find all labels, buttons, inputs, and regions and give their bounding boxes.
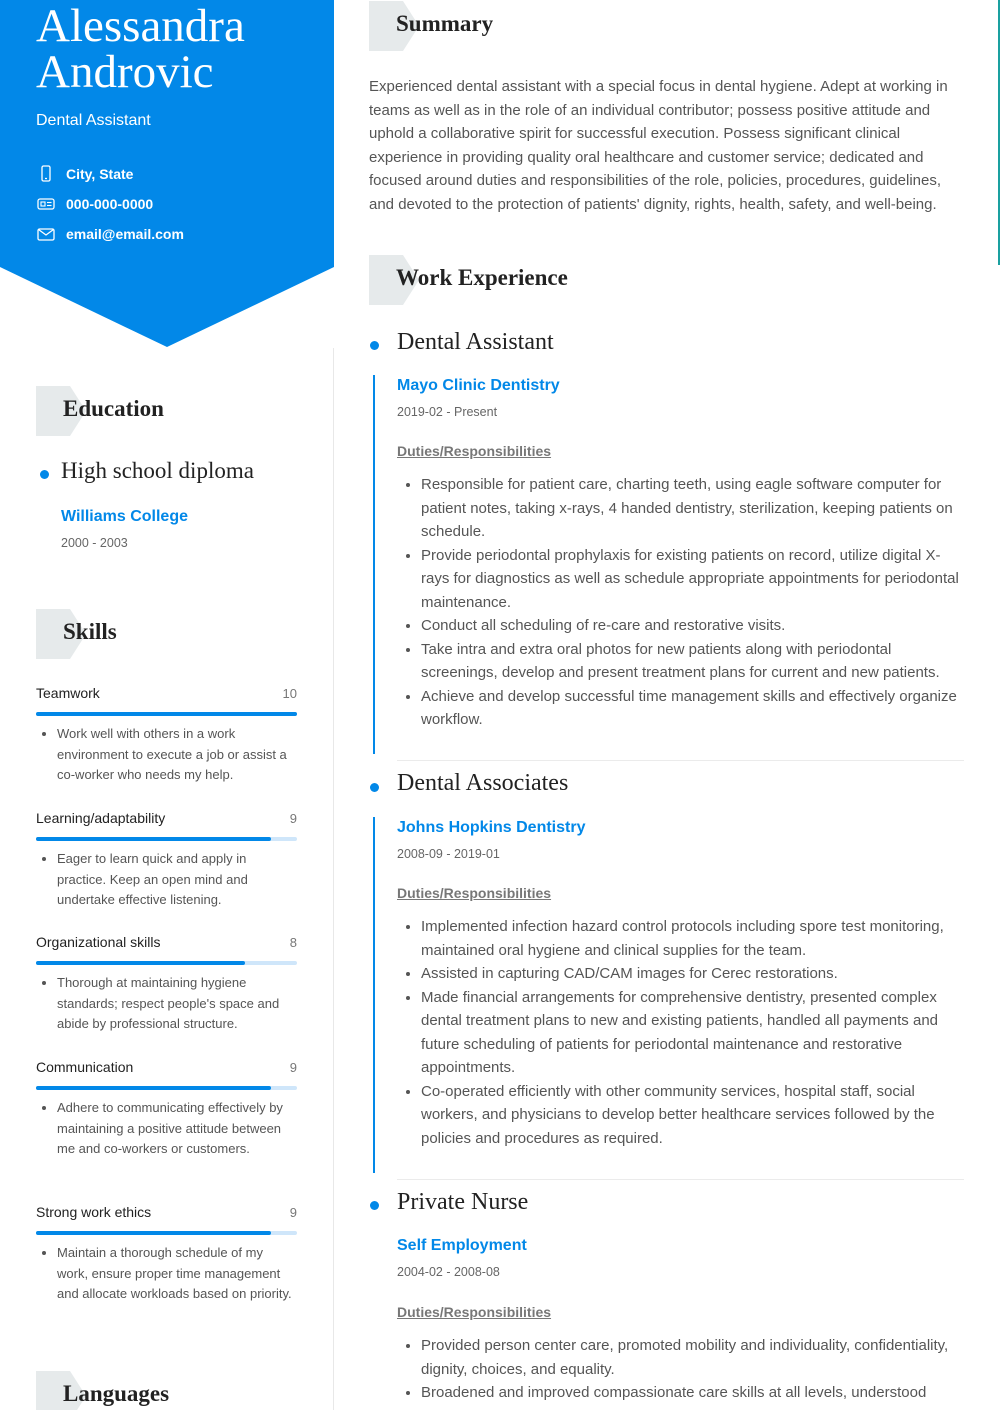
bullet-dot-icon — [370, 783, 379, 792]
education-degree: High school diploma — [61, 458, 254, 483]
skill-level: 10 — [282, 686, 297, 701]
phone-icon — [36, 194, 56, 214]
bullet-dot-icon — [40, 470, 49, 479]
duty-item: Provide periodontal prophylaxis for existing patients on record, utilize digital X-rays for diagnostics as well as schedule appropriate appointments for periodontal maintenance. — [421, 544, 966, 615]
contact-location-text: City, State — [66, 166, 134, 182]
education-school: Williams College — [61, 508, 188, 525]
skill-level: 8 — [289, 935, 297, 950]
sidebar — [0, 0, 334, 1410]
job-dates: 2019-02 - Present — [397, 405, 498, 419]
timeline-line — [373, 817, 375, 1173]
skill-bar-fill — [36, 837, 271, 841]
bullet-dot-icon — [370, 1201, 379, 1210]
skill-bar-fill — [36, 1086, 271, 1090]
duty-item: Provided person center care, promoted mobility and individuality, confidentiality, dignity, choices, and equality. — [421, 1334, 966, 1381]
skill-description: Adhere to communicating effectively by maintaining a positive attitude between me and co-workers or customers. — [57, 1098, 297, 1160]
skill-description: Maintain a thorough schedule of my work, ensure proper time management and allocate workloads based on priority. — [57, 1243, 297, 1305]
duty-item: Made financial arrangements for comprehensive dentistry, presented complex dental treatment plans to new and existing patients, handled all payments and future scheduling of patients for periodontal maintenance and restorative appointments. — [421, 986, 966, 1080]
duty-list — [421, 1334, 966, 1405]
skill-bar — [36, 1231, 297, 1235]
candidate-title: Dental Assistant — [36, 112, 151, 129]
contact-phone — [36, 194, 153, 214]
skill-bar-fill — [36, 961, 245, 965]
mail-icon — [36, 224, 56, 244]
skill-bar-fill — [36, 1231, 271, 1235]
mobile-phone-icon — [36, 164, 56, 184]
job-title: Dental Associates — [397, 770, 569, 796]
duties-label: Duties/Responsibilities — [397, 1304, 552, 1320]
timeline-line — [373, 375, 375, 754]
divider — [397, 1179, 964, 1180]
skill-bar — [36, 712, 297, 716]
skill-description: Work well with others in a work environment to execute a job or assist a co-worker who needs my help. — [57, 724, 297, 786]
duty-item: Take intra and extra oral photos for new patients along with periodontal screenings, develop and present treatment plans for current and new patients. — [421, 638, 966, 685]
work-heading-text: Work Experience — [396, 265, 568, 290]
skill-bar-fill — [36, 712, 297, 716]
job-dates: 2008-09 - 2019-01 — [397, 847, 500, 861]
duty-item: Conduct all scheduling of re-care and restorative visits. — [421, 614, 966, 638]
contact-email-text: email@email.com — [66, 226, 184, 242]
skill-name: Teamwork — [36, 685, 100, 701]
summary-heading-text: Summary — [396, 11, 494, 36]
job-employer: Johns Hopkins Dentistry — [397, 819, 586, 836]
duty-list — [421, 473, 966, 732]
duty-item: Broadened and improved compassionate care skills at all levels, understood — [421, 1381, 966, 1405]
languages-heading-text: Languages — [63, 1381, 170, 1406]
job-title: Private Nurse — [397, 1189, 529, 1215]
skill-level: 9 — [289, 1205, 297, 1220]
job-dates: 2004-02 - 2008-08 — [397, 1265, 500, 1279]
skill-bar — [36, 837, 297, 841]
skill-bar — [36, 1086, 297, 1090]
skill-description: Eager to learn quick and apply in practice. Keep an open mind and undertake effective listening. — [57, 849, 297, 911]
job-employer: Self Employment — [397, 1237, 527, 1254]
education-dates: 2000 - 2003 — [61, 536, 128, 550]
education-heading-text: Education — [63, 396, 164, 421]
contact-phone-text: 000-000-0000 — [66, 196, 154, 212]
bullet-dot-icon — [370, 341, 379, 350]
skill-name: Organizational skills — [36, 934, 161, 950]
duty-list — [421, 915, 966, 1150]
divider — [397, 760, 964, 761]
duty-item: Implemented infection hazard control protocols including spore test monitoring, maintained oral hygiene and clinical supplies for the team. — [421, 915, 966, 962]
skill-name: Learning/adaptability — [36, 810, 166, 826]
skill-level: 9 — [289, 1060, 297, 1075]
candidate-name: Alessandra Androvic — [36, 0, 245, 98]
skill-name: Strong work ethics — [36, 1204, 152, 1220]
duty-item: Assisted in capturing CAD/CAM images for Cerec restorations. — [421, 962, 966, 986]
skill-name: Communication — [36, 1059, 134, 1075]
contact-email — [36, 224, 184, 244]
skill-description: Thorough at maintaining hygiene standards; respect people's space and abide by professional structure. — [57, 973, 297, 1035]
skill-bar — [36, 961, 297, 965]
duty-item: Achieve and develop successful time management skills and effectively organize workflow. — [421, 685, 966, 732]
duty-item: Responsible for patient care, charting teeth, using eagle software computer for patient notes, taking x-rays, 4 handed dentistry, sterilization, keeping patients on schedule. — [421, 473, 966, 544]
duty-item: Co-operated efficiently with other community services, hospital staff, social workers, and physicians to develop better healthcare services followed by the policies and procedures as required. — [421, 1080, 966, 1151]
duties-label: Duties/Responsibilities — [397, 443, 552, 459]
skills-heading-text: Skills — [63, 619, 117, 644]
summary-text: Experienced dental assistant with a special focus in dental hygiene. Adept at working in teams as well as in the role of an individual contributor; possess positive attitude and uphold a collaborative spirit for successful execution. Possess significant clinical experience in providing quality oral healthcare and customer service; dedicated and focused around duties and responsibilities of the role, policies, procedures, guidelines, and devoted to the protection of patients' dignity, rights, health, safety, and well-being. — [369, 78, 948, 213]
skill-level: 9 — [289, 811, 297, 826]
contact-location — [36, 164, 133, 184]
job-title: Dental Assistant — [397, 329, 554, 355]
duties-label: Duties/Responsibilities — [397, 885, 552, 901]
job-employer: Mayo Clinic Dentistry — [397, 377, 560, 394]
